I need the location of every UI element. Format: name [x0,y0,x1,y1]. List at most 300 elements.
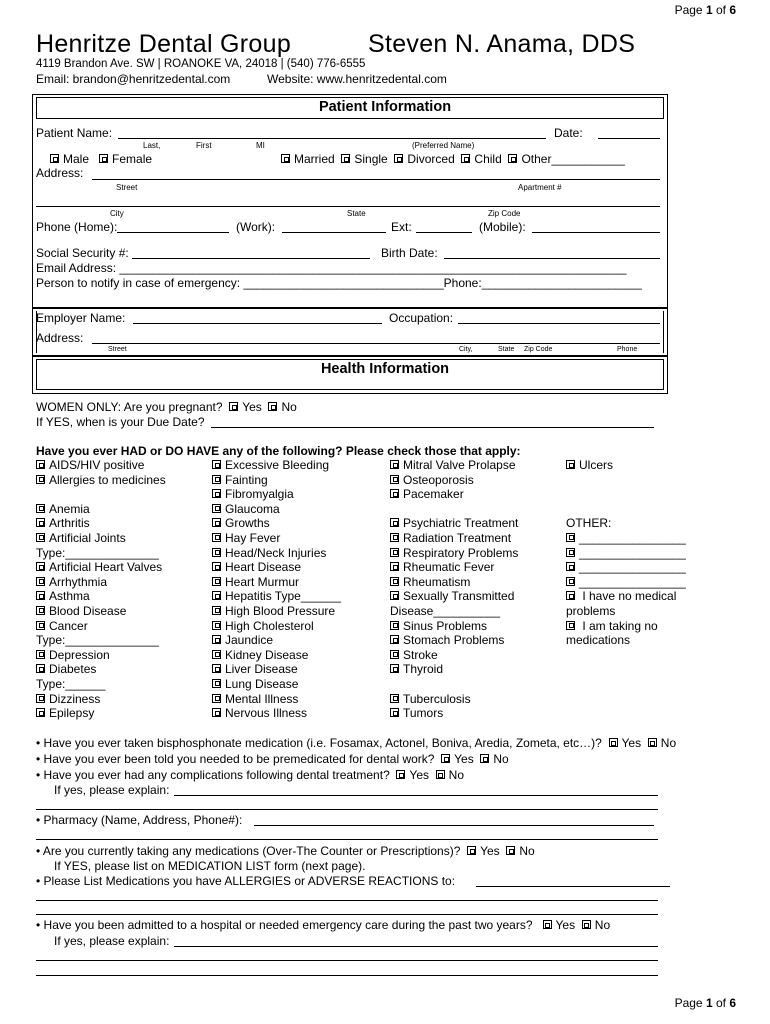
condition-checkbox[interactable] [390,475,399,484]
condition-item[interactable] [36,706,166,721]
condition-label: Excessive Bleeding [225,458,330,472]
condition-checkbox[interactable] [212,518,221,527]
complications-explain-label: If yes, please explain: [54,783,170,797]
condition-item [566,473,686,488]
sub-state: State [347,209,366,218]
condition-checkbox[interactable] [390,533,399,542]
emp-sub-phone: Phone [617,346,638,353]
condition-item[interactable] [36,531,166,546]
condition-item[interactable] [36,575,166,590]
condition-label: Blood Disease [49,603,127,618]
address-label: Address: [36,166,84,180]
conditions-column-1 [36,458,166,721]
pregnant-yes-checkbox[interactable] [229,402,238,411]
complications-no-checkbox[interactable] [436,770,445,779]
premedicated-no-checkbox[interactable] [480,754,489,763]
condition-item[interactable] [36,516,166,531]
condition-item[interactable] [212,560,341,575]
condition-label: Mitral Valve Prolapse [403,458,516,472]
condition-label: Lung Disease [225,676,299,691]
patient-info-title: Patient Information [318,99,452,115]
condition-label: Fainting [225,472,268,487]
condition-checkbox[interactable] [212,475,221,484]
hospital-explain-field[interactable] [174,946,658,947]
condition-item[interactable] [36,619,166,634]
condition-checkbox[interactable] [36,708,45,717]
condition-item[interactable] [566,575,686,590]
condition-label: High Cholesterol [225,618,314,633]
condition-checkbox[interactable] [212,577,221,586]
condition-label: AIDS/HIV positive [49,458,145,472]
medications-no-label: No [519,844,535,858]
condition-checkbox[interactable] [36,694,45,703]
condition-checkbox[interactable] [212,591,221,600]
condition-label: I am taking no [579,618,658,633]
condition-item[interactable] [566,560,686,575]
condition-item[interactable] [566,589,686,604]
birth-date-label: Birth Date: [381,246,438,260]
hospital-yes-checkbox[interactable] [543,920,552,929]
condition-label: Sexually Transmitted [403,589,515,604]
condition-item[interactable] [390,633,518,648]
doctor-name: Steven N. Anama, DDS [368,30,636,58]
sub-street: Street [116,183,138,192]
due-date-field[interactable] [211,427,654,428]
condition-checkbox[interactable] [212,533,221,542]
condition-label: Tumors [403,706,444,721]
hospital-no-label: No [594,918,611,932]
condition-item[interactable] [36,473,166,488]
condition-label: Respiratory Problems [403,545,519,560]
condition-item[interactable] [390,487,518,502]
condition-checkbox[interactable] [36,591,45,600]
condition-label: Liver Disease [225,662,298,677]
condition-label: Artificial Heart Valves [49,560,163,575]
date-label: Date: [554,126,583,140]
male-checkbox[interactable] [50,154,59,163]
employer-inner-box [36,311,664,353]
practice-email: Email: brandon@henritzedental.com [36,72,231,86]
address-street-field[interactable] [92,179,660,180]
condition-item [36,487,166,502]
sub-first: First [196,141,212,150]
condition-item[interactable] [390,706,518,721]
condition-checkbox[interactable] [390,489,399,498]
condition-checkbox[interactable] [566,591,575,600]
condition-item [390,502,518,517]
condition-checkbox[interactable] [36,562,45,571]
condition-label: Kidney Disease [225,647,309,662]
condition-label: Tuberculosis [403,691,471,706]
condition-item[interactable] [36,589,166,604]
pharmacy-field-2[interactable] [36,839,658,840]
condition-label: Pacemaker [403,487,464,502]
premedicated-yes-checkbox[interactable] [441,754,450,763]
page-label-of: of [712,3,730,17]
condition-item[interactable] [212,575,341,590]
practice-name: Henritze Dental Group [36,30,292,58]
condition-item[interactable] [212,604,341,619]
condition-item[interactable] [212,473,341,488]
divorced-checkbox[interactable] [394,154,403,163]
condition-item[interactable] [390,619,518,634]
mobile-field[interactable] [532,232,660,233]
condition-item[interactable] [212,546,341,561]
condition-label: Heart Disease [225,560,302,575]
other-checkbox[interactable] [508,154,517,163]
hospital-explain-field-2[interactable] [36,960,658,961]
condition-item[interactable] [390,560,518,575]
condition-label: Hepatitis Type______ [225,589,341,604]
condition-checkbox[interactable] [390,635,399,644]
allergies-field-3[interactable] [36,914,658,915]
condition-item [566,633,686,648]
bisphosphonate-no-label: No [660,736,677,750]
bisphosphonate-yes-checkbox[interactable] [609,738,618,747]
due-date-label: If YES, when is your Due Date? [36,415,205,429]
condition-item [566,604,686,619]
women-only-question [36,400,297,414]
hospital-no-checkbox[interactable] [582,920,591,929]
condition-label: Artificial Joints [49,530,126,545]
condition-item[interactable] [390,589,518,604]
page-number: 1 [705,3,713,17]
pharmacy-field[interactable] [254,825,654,826]
hospital-yes-label: Yes [555,918,576,932]
condition-label: Ulcers [579,458,614,472]
ssn-label: Social Security #: [36,246,129,260]
employer-address-field[interactable] [92,343,660,344]
condition-checkbox[interactable] [390,548,399,557]
condition-item[interactable] [212,706,341,721]
condition-label: Diabetes [49,662,97,677]
complications-yes-checkbox[interactable] [396,770,405,779]
condition-checkbox[interactable] [36,533,45,542]
mobile-label: (Mobile): [479,220,526,234]
birth-date-field[interactable] [444,258,660,259]
condition-checkbox[interactable] [390,694,399,703]
condition-label: Thyroid [403,662,444,677]
emergency-contact-line[interactable]: Person to notify in case of emergency: ______________________________Phone:________________________ [36,276,642,290]
condition-item [566,516,686,531]
condition-checkbox[interactable] [390,664,399,673]
condition-item[interactable] [212,502,341,517]
condition-checkbox[interactable] [566,460,575,469]
bisphosphonate-no-checkbox[interactable] [648,738,657,747]
emp-sub-street: Street [108,346,127,353]
page-label-bottom [675,996,736,1010]
condition-checkbox[interactable] [36,606,45,615]
condition-item[interactable] [36,604,166,619]
page-total-bottom: 6 [729,996,736,1010]
condition-item[interactable] [390,662,518,677]
condition-label: Hay Fever [225,530,281,545]
condition-checkbox[interactable] [390,621,399,630]
condition-item [566,487,686,502]
child-label: Child [474,152,502,166]
pregnant-no-label: No [281,400,297,414]
complications-yes-label: Yes [409,768,429,782]
complications-label: • Have you ever had any complications following dental treatment? [36,768,390,782]
medications-yes-checkbox[interactable] [467,846,476,855]
condition-item[interactable] [390,546,518,561]
condition-checkbox[interactable] [36,518,45,527]
condition-item[interactable] [212,692,341,707]
page-number-bottom: 1 [705,996,713,1010]
hospital-explain-label: If yes, please explain: [54,934,170,948]
sub-preferred: (Preferred Name) [412,141,475,150]
condition-checkbox[interactable] [36,664,45,673]
hospital-question [36,918,610,932]
ssn-field[interactable] [132,258,370,259]
condition-item[interactable] [566,531,686,546]
male-label: Male [63,152,90,166]
condition-label: Jaundice [225,633,274,648]
other-label: Other___________ [521,152,625,166]
condition-checkbox[interactable] [212,679,221,688]
condition-label: Mental Illness [225,691,299,706]
emp-sub-city: City, [459,346,473,353]
condition-label: medications [566,633,631,648]
complications-explain-field[interactable] [174,795,658,796]
condition-label: Arrhythmia [49,574,108,589]
condition-item[interactable] [212,633,341,648]
condition-item [566,502,686,517]
condition-item[interactable] [36,662,166,677]
condition-item[interactable] [390,692,518,707]
female-label: Female [112,152,153,166]
condition-label: Stroke [403,647,438,662]
condition-item[interactable] [390,516,518,531]
occupation-label: Occupation: [389,311,454,325]
condition-item[interactable] [212,487,341,502]
condition-item[interactable] [212,648,341,663]
condition-label: Disease__________ [390,603,501,618]
premedicated-label: • Have you ever been told you needed to be premedicated for dental work? [36,752,434,766]
sub-mi: MI [256,141,265,150]
page-total: 6 [729,3,736,17]
condition-item [36,546,166,561]
condition-item[interactable] [390,473,518,488]
condition-checkbox[interactable] [390,650,399,659]
condition-checkbox[interactable] [390,591,399,600]
condition-label: problems [566,603,616,618]
premedicated-yes-label: Yes [454,752,474,766]
practice-address: 4119 Brandon Ave. SW | ROANOKE VA, 24018 | (540) 776-6555 [36,58,366,70]
condition-label: High Blood Pressure [225,603,336,618]
condition-label: Radiation Treatment [403,530,512,545]
allergies-field-2[interactable] [36,900,658,901]
condition-item[interactable] [390,575,518,590]
condition-checkbox[interactable] [36,621,45,630]
condition-label: ________________ [579,530,686,545]
condition-label: Osteoporosis [403,472,474,487]
condition-label: Heart Murmur [225,574,300,589]
condition-item[interactable] [212,677,341,692]
practice-website: Website: www.henritzedental.com [267,72,447,86]
sub-last: Last, [143,141,161,150]
condition-checkbox[interactable] [36,577,45,586]
condition-label: Asthma [49,589,90,604]
condition-checkbox[interactable] [212,562,221,571]
medications-no-checkbox[interactable] [506,846,515,855]
condition-checkbox[interactable] [36,650,45,659]
condition-checkbox[interactable] [36,504,45,513]
occupation-field[interactable] [458,323,660,324]
condition-item[interactable] [390,648,518,663]
condition-checkbox[interactable] [390,460,399,469]
condition-item[interactable] [36,560,166,575]
condition-item[interactable] [566,458,686,473]
conditions-column-4 [566,458,686,648]
condition-label: Type:______ [36,676,106,691]
condition-label: Depression [49,647,110,662]
pregnant-no-checkbox[interactable] [268,402,277,411]
condition-label: Arthritis [49,516,90,531]
sub-zip: Zip Code [488,209,521,218]
phone-home-field[interactable] [117,232,229,233]
condition-label: Sinus Problems [403,618,488,633]
emp-sub-state: State [498,346,515,353]
condition-item [390,677,518,692]
condition-label: ________________ [579,560,686,575]
women-only-label: WOMEN ONLY: Are you pregnant? [36,400,223,414]
condition-item[interactable] [212,531,341,546]
condition-item[interactable] [212,516,341,531]
condition-checkbox[interactable] [212,694,221,703]
condition-checkbox[interactable] [212,621,221,630]
bisphosphonate-question [36,736,676,750]
medications-label: • Are you currently taking any medications (Over-The Counter or Prescriptions)? [36,844,460,858]
condition-label: OTHER: [566,516,612,531]
condition-checkbox[interactable] [390,708,399,717]
condition-label: Type:______________ [36,633,159,648]
medications-question [36,844,535,858]
conditions-column-2 [212,458,341,721]
page-label-prefix: Page [674,3,706,17]
condition-checkbox[interactable] [390,562,399,571]
condition-item[interactable] [566,619,686,634]
medication-list-note: If YES, please list on MEDICATION LIST form (next page). [54,859,366,873]
health-info-title: Health Information [320,361,450,377]
condition-item[interactable] [390,531,518,546]
condition-checkbox[interactable] [36,475,45,484]
address-city-field[interactable] [36,206,660,207]
gender-options [50,152,152,166]
condition-item[interactable] [390,458,518,473]
pregnant-yes-label: Yes [242,400,262,414]
condition-item [36,633,166,648]
condition-label: Cancer [49,618,88,633]
employer-address-label: Address: [36,331,84,345]
page-label-top [675,3,736,17]
condition-checkbox[interactable] [390,518,399,527]
married-checkbox[interactable] [281,154,290,163]
condition-label: Rheumatism [403,574,471,589]
condition-checkbox[interactable] [212,548,221,557]
condition-checkbox[interactable] [566,621,575,630]
conditions-question: Have you ever HAD or DO HAVE any of the following? Please check those that apply: [36,444,521,458]
condition-label: Rheumatic Fever [403,560,495,575]
condition-checkbox[interactable] [212,504,221,513]
condition-checkbox[interactable] [390,577,399,586]
allergies-field[interactable] [476,886,670,887]
condition-checkbox[interactable] [212,664,221,673]
condition-item [390,604,518,619]
married-label: Married [294,152,335,166]
condition-label: Fibromyalgia [225,487,294,502]
condition-item[interactable] [36,458,166,473]
sub-apartment: Apartment # [518,183,562,192]
complications-question [36,768,464,782]
condition-item[interactable] [212,458,341,473]
medications-yes-label: Yes [480,844,500,858]
condition-checkbox[interactable] [212,650,221,659]
emp-sub-zip: Zip Code [524,346,553,353]
date-field[interactable] [598,138,660,139]
condition-checkbox[interactable] [566,577,575,586]
condition-label: ________________ [579,545,686,560]
condition-checkbox[interactable] [212,606,221,615]
employer-field[interactable] [133,323,382,324]
condition-checkbox[interactable] [212,635,221,644]
email-address-line[interactable]: Email Address: ____________________________________________________________________________ [36,261,627,275]
premedicated-no-label: No [493,752,509,766]
complications-explain-field-2[interactable] [36,809,658,810]
hospital-explain-field-3[interactable] [36,975,658,976]
condition-item[interactable] [212,662,341,677]
condition-item[interactable] [566,546,686,561]
condition-item[interactable] [36,502,166,517]
condition-item[interactable] [212,619,341,634]
condition-item[interactable] [36,692,166,707]
condition-checkbox[interactable] [212,460,221,469]
condition-item[interactable] [36,648,166,663]
ext-field[interactable] [416,232,472,233]
condition-label: Allergies to medicines [49,472,166,487]
condition-label: Anemia [49,501,90,516]
single-checkbox[interactable] [341,154,350,163]
page-label-bottom-prefix: Page [674,996,706,1010]
ext-label: Ext: [391,220,412,234]
complications-no-label: No [448,768,465,782]
condition-label: Type:______________ [36,545,159,560]
phone-home-label: Phone (Home): [36,220,118,234]
conditions-column-3 [390,458,518,721]
phone-work-label: (Work): [236,220,276,234]
condition-label: I have no medical [579,589,677,604]
pharmacy-label: • Pharmacy (Name, Address, Phone#): [36,813,242,827]
condition-label: Stomach Problems [403,633,505,648]
hospital-label: • Have you been admitted to a hospital or needed emergency care during the past two years? [36,918,533,932]
patient-name-label: Patient Name: [36,126,113,140]
phone-work-field[interactable] [282,232,386,233]
sub-city: City [110,209,124,218]
condition-checkbox[interactable] [36,460,45,469]
condition-checkbox[interactable] [566,533,575,542]
condition-checkbox[interactable] [212,708,221,717]
condition-item [36,677,166,692]
page-label-bottom-of: of [712,996,730,1010]
child-checkbox[interactable] [461,154,470,163]
employer-label: Employer Name: [36,311,126,325]
condition-checkbox[interactable] [566,562,575,571]
condition-item[interactable] [212,589,341,604]
condition-checkbox[interactable] [212,489,221,498]
female-checkbox[interactable] [99,154,108,163]
patient-name-field[interactable] [118,138,546,139]
condition-checkbox[interactable] [566,548,575,557]
